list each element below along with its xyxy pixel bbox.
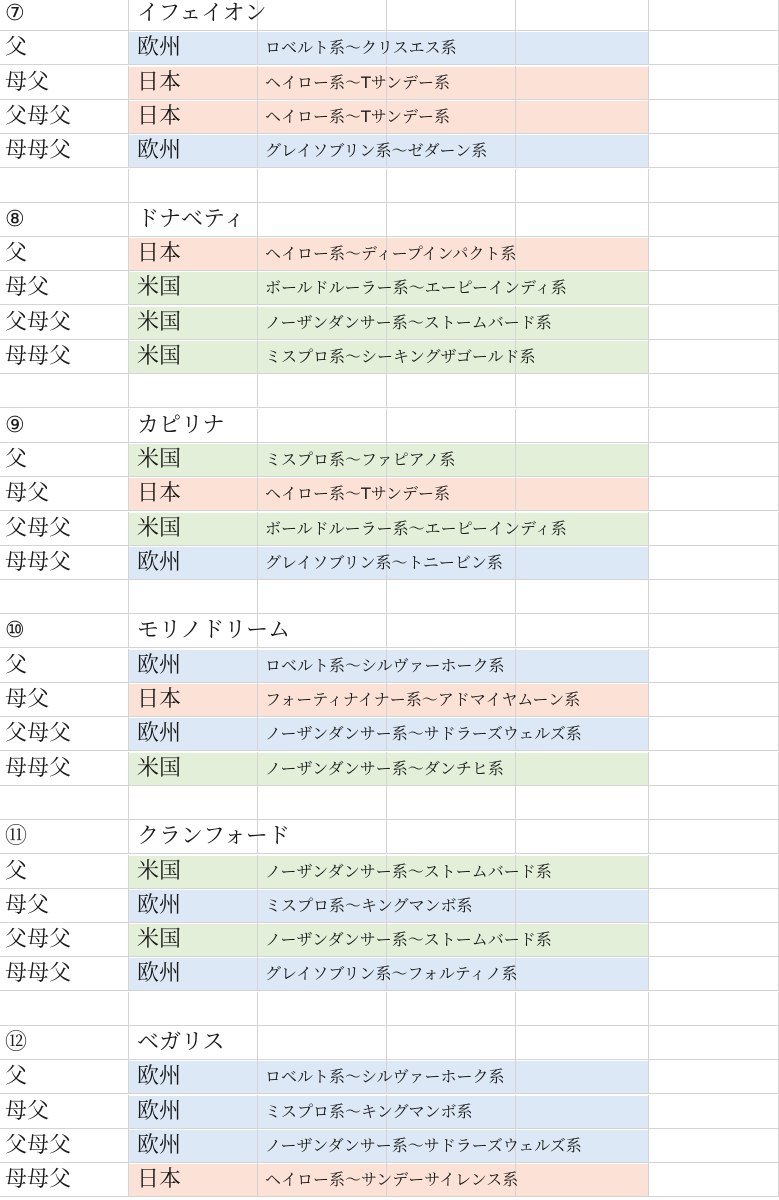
horse-number: ⑧ — [5, 206, 25, 232]
spacer-row — [0, 374, 779, 408]
grid-cell[interactable] — [649, 580, 779, 614]
grid-cell[interactable] — [0, 786, 129, 820]
sire-region: 欧州 — [137, 138, 182, 164]
pedigree-row — [0, 443, 779, 477]
grid-cell[interactable] — [649, 1163, 779, 1197]
pedigree-position-label: 母母父 — [5, 344, 72, 369]
grid-cell[interactable] — [258, 0, 387, 31]
pedigree-position-label: 母母父 — [5, 755, 72, 781]
pedigree-row — [0, 546, 779, 580]
horse-number: ⑨ — [5, 412, 25, 438]
pedigree-row — [0, 66, 779, 100]
pedigree-row — [0, 31, 779, 65]
grid-cell[interactable] — [516, 169, 649, 203]
sire-region: 日本 — [137, 69, 182, 95]
grid-cell[interactable] — [649, 340, 779, 374]
pedigree-row — [0, 271, 779, 305]
sire-region: 米国 — [137, 446, 182, 472]
grid-cell[interactable] — [516, 614, 649, 648]
grid-cell[interactable] — [0, 992, 129, 1026]
grid-cell[interactable] — [516, 786, 649, 820]
grid-cell[interactable] — [649, 820, 779, 854]
pedigree-row — [0, 649, 779, 683]
sire-region: 米国 — [137, 755, 182, 781]
grid-cell[interactable] — [258, 580, 387, 614]
sire-region: 日本 — [137, 241, 182, 267]
sire-lineage: ロベルト系～シルヴァーホーク系 — [265, 655, 505, 675]
sire-lineage: ヘイロー系～ディープインパクト系 — [265, 244, 517, 264]
spacer-row — [0, 992, 779, 1026]
horse-name: モリノドリーム — [137, 618, 291, 644]
sire-lineage: ミスプロ系～キングマンボ系 — [265, 895, 473, 915]
sire-region: 欧州 — [137, 721, 182, 747]
sire-lineage: ヘイロー系～Tサンデー系 — [265, 106, 450, 126]
grid-cell[interactable] — [387, 820, 516, 854]
grid-cell[interactable] — [516, 957, 649, 991]
grid-cell[interactable] — [516, 820, 649, 854]
grid-cell[interactable] — [0, 580, 129, 614]
grid-cell[interactable] — [649, 855, 779, 889]
pedigree-position-label: 母父 — [5, 481, 50, 507]
sire-region: 欧州 — [137, 1132, 182, 1158]
pedigree-row — [0, 306, 779, 340]
pedigree-position-label: 母母父 — [5, 138, 72, 164]
grid-cell[interactable] — [649, 957, 779, 991]
pedigree-position-label: 母母父 — [5, 549, 72, 575]
sire-lineage: ヘイロー系～Tサンデー系 — [265, 72, 450, 92]
grid-cell[interactable] — [516, 546, 649, 580]
grid-cell[interactable] — [129, 992, 258, 1026]
sire-lineage: ミスプロ系～シーキングザゴールド系 — [265, 347, 536, 366]
pedigree-row — [0, 477, 779, 511]
pedigree-position-label: 父 — [5, 1064, 28, 1090]
grid-cell[interactable] — [387, 203, 516, 237]
spacer-row — [0, 786, 779, 820]
spacer-row — [0, 169, 779, 203]
grid-cell[interactable] — [649, 100, 779, 134]
pedigree-position-label: 母父 — [5, 275, 50, 301]
grid-cell[interactable] — [258, 203, 387, 237]
sire-lineage: ボールドルーラー系～エーピーインディ系 — [265, 278, 567, 298]
pedigree-row — [0, 957, 779, 991]
sire-lineage: フォーティナイナー系～アドマイヤムーン系 — [265, 690, 581, 709]
grid-cell[interactable] — [649, 889, 779, 923]
grid-cell[interactable] — [649, 134, 779, 168]
sire-lineage: ヘイロー系～Tサンデー系 — [265, 484, 450, 504]
horse-header-row — [0, 614, 779, 648]
pedigree-row — [0, 1163, 779, 1197]
horse-name: ドナベティ — [137, 206, 246, 232]
grid-cell[interactable] — [387, 0, 516, 31]
pedigree-position-label: 父母父 — [5, 103, 72, 129]
pedigree-row — [0, 923, 779, 957]
grid-cell[interactable] — [649, 923, 779, 957]
sire-region: 日本 — [137, 687, 182, 712]
pedigree-row — [0, 1060, 779, 1094]
grid-cell[interactable] — [516, 374, 649, 408]
grid-cell[interactable] — [649, 306, 779, 340]
sire-lineage: ノーザンダンサー系～ストームバード系 — [265, 312, 552, 332]
grid-cell[interactable] — [258, 1026, 387, 1060]
pedigree-position-label: 父母父 — [5, 515, 72, 541]
grid-cell[interactable] — [516, 649, 649, 683]
grid-cell[interactable] — [258, 374, 387, 408]
sire-lineage: ロベルト系～クリスエス系 — [265, 38, 457, 58]
sire-region: 米国 — [137, 344, 182, 369]
horse-number: ⑫ — [5, 1030, 28, 1055]
horse-number: ⑦ — [5, 1, 25, 26]
sire-lineage: ミスプロ系～ファピアノ系 — [265, 449, 456, 469]
grid-cell[interactable] — [129, 374, 258, 408]
grid-cell[interactable] — [387, 169, 516, 203]
grid-cell[interactable] — [516, 66, 649, 100]
sire-lineage: ヘイロー系～サンデーサイレンス系 — [265, 1170, 519, 1190]
pedigree-position-label: 母父 — [5, 69, 50, 95]
pedigree-row — [0, 855, 779, 889]
grid-cell[interactable] — [516, 1026, 649, 1060]
horse-name: イフェイオン — [137, 1, 267, 26]
pedigree-row — [0, 889, 779, 923]
sire-region: 日本 — [137, 1167, 182, 1193]
grid-cell[interactable] — [649, 683, 779, 717]
sire-region: 日本 — [137, 103, 182, 129]
horse-number: ⑩ — [5, 618, 25, 644]
sire-lineage: グレイソブリン系～ゼダーン系 — [265, 141, 488, 161]
grid-cell[interactable] — [258, 409, 387, 443]
horse-header-row — [0, 820, 779, 854]
grid-cell[interactable] — [258, 169, 387, 203]
grid-cell[interactable] — [516, 100, 649, 134]
grid-cell[interactable] — [649, 1060, 779, 1094]
grid-cell[interactable] — [516, 477, 649, 511]
sire-region: 欧州 — [137, 1098, 182, 1124]
horse-header-row — [0, 0, 779, 31]
grid-cell[interactable] — [387, 1026, 516, 1060]
grid-cell[interactable] — [258, 992, 387, 1026]
pedigree-row — [0, 683, 779, 717]
grid-cell[interactable] — [649, 237, 779, 271]
sire-lineage: ノーザンダンサー系～ストームバード系 — [265, 930, 552, 950]
grid-cell[interactable] — [649, 649, 779, 683]
grid-cell[interactable] — [516, 134, 649, 168]
grid-cell[interactable] — [516, 889, 649, 923]
grid-cell[interactable] — [516, 340, 649, 374]
pedigree-row — [0, 717, 779, 751]
pedigree-row — [0, 512, 779, 546]
grid-cell[interactable] — [649, 752, 779, 786]
sire-region: 欧州 — [137, 961, 182, 987]
grid-cell[interactable] — [516, 992, 649, 1026]
pedigree-row — [0, 1095, 779, 1129]
grid-cell[interactable] — [649, 66, 779, 100]
horse-name: カピリナ — [137, 412, 225, 438]
spacer-row — [0, 580, 779, 614]
pedigree-position-label: 父母父 — [5, 721, 72, 747]
sire-region: 欧州 — [137, 35, 182, 61]
grid-cell[interactable] — [649, 0, 779, 31]
horse-name: クランフォード — [137, 824, 290, 850]
grid-cell[interactable] — [516, 580, 649, 614]
grid-cell[interactable] — [516, 1060, 649, 1094]
pedigree-position-label: 母母父 — [5, 1167, 72, 1193]
sire-region: 米国 — [137, 927, 182, 953]
sire-region: 日本 — [137, 481, 182, 507]
grid-cell[interactable] — [387, 580, 516, 614]
grid-cell[interactable] — [649, 409, 779, 443]
pedigree-row — [0, 134, 779, 168]
grid-cell[interactable] — [649, 786, 779, 820]
grid-cell[interactable] — [0, 374, 129, 408]
horse-header-row — [0, 1026, 779, 1060]
sire-region: 米国 — [137, 515, 182, 541]
pedigree-position-label: 父母父 — [5, 1132, 72, 1158]
pedigree-row — [0, 340, 779, 374]
grid-cell[interactable] — [129, 580, 258, 614]
grid-cell[interactable] — [516, 1163, 649, 1197]
sire-lineage: ミスプロ系～キングマンボ系 — [265, 1101, 473, 1121]
grid-cell[interactable] — [649, 546, 779, 580]
grid-cell[interactable] — [0, 169, 129, 203]
grid-cell[interactable] — [649, 477, 779, 511]
sire-region: 欧州 — [137, 652, 182, 678]
horse-number: ⑪ — [5, 824, 28, 850]
grid-cell[interactable] — [516, 0, 649, 31]
pedigree-position-label: 父 — [5, 446, 28, 472]
grid-cell[interactable] — [387, 374, 516, 408]
sire-lineage: ノーザンダンサー系～ストームバード系 — [265, 861, 552, 881]
pedigree-position-label: 父母父 — [5, 927, 72, 953]
sire-lineage: グレイソブリン系～フォルティノ系 — [265, 964, 518, 984]
sire-region: 欧州 — [137, 549, 182, 575]
grid-cell[interactable] — [516, 203, 649, 237]
pedigree-row — [0, 100, 779, 134]
pedigree-row — [0, 752, 779, 786]
horse-header-row — [0, 409, 779, 443]
grid-cell[interactable] — [649, 614, 779, 648]
grid-cell[interactable] — [649, 271, 779, 305]
sire-lineage: ボールドルーラー系～エーピーインディ系 — [265, 518, 567, 538]
pedigree-position-label: 父 — [5, 35, 28, 61]
grid-cell[interactable] — [649, 992, 779, 1026]
sire-lineage: ノーザンダンサー系～サドラーズウェルズ系 — [265, 1135, 582, 1155]
pedigree-position-label: 父母父 — [5, 309, 72, 335]
horse-name: ベガリス — [137, 1030, 225, 1055]
grid-cell[interactable] — [516, 1095, 649, 1129]
pedigree-position-label: 母母父 — [5, 961, 72, 987]
horse-header-row — [0, 203, 779, 237]
grid-cell[interactable] — [649, 1026, 779, 1060]
grid-cell[interactable] — [387, 614, 516, 648]
pedigree-position-label: 母父 — [5, 1098, 50, 1124]
sire-lineage: ロベルト系～シルヴァーホーク系 — [265, 1067, 505, 1087]
grid-cell[interactable] — [387, 409, 516, 443]
sire-region: 米国 — [137, 858, 182, 884]
pedigree-row — [0, 237, 779, 271]
sire-lineage: ノーザンダンサー系～ダンチヒ系 — [265, 758, 504, 778]
grid-cell[interactable] — [649, 203, 779, 237]
grid-cell[interactable] — [129, 786, 258, 820]
grid-cell[interactable] — [649, 31, 779, 65]
sire-lineage: グレイソブリン系～トニービン系 — [265, 552, 503, 572]
grid-cell[interactable] — [649, 717, 779, 751]
grid-cell[interactable] — [649, 1129, 779, 1163]
grid-cell[interactable] — [649, 443, 779, 477]
grid-cell[interactable] — [516, 752, 649, 786]
grid-cell[interactable] — [649, 169, 779, 203]
pedigree-position-label: 父 — [5, 652, 28, 678]
grid-cell[interactable] — [516, 237, 649, 271]
grid-cell[interactable] — [387, 786, 516, 820]
grid-cell[interactable] — [516, 443, 649, 477]
grid-cell[interactable] — [516, 409, 649, 443]
pedigree-row — [0, 1129, 779, 1163]
pedigree-position-label: 母父 — [5, 687, 50, 712]
sire-region: 米国 — [137, 275, 182, 301]
pedigree-position-label: 父 — [5, 241, 28, 267]
pedigree-position-label: 父 — [5, 858, 28, 884]
grid-cell[interactable] — [258, 786, 387, 820]
grid-cell[interactable] — [129, 169, 258, 203]
sire-lineage: ノーザンダンサー系～サドラーズウェルズ系 — [265, 724, 582, 744]
grid-cell[interactable] — [387, 992, 516, 1026]
grid-cell[interactable] — [516, 31, 649, 65]
grid-cell[interactable] — [649, 374, 779, 408]
grid-cell[interactable] — [649, 512, 779, 546]
sire-region: 欧州 — [137, 1064, 182, 1090]
pedigree-position-label: 母父 — [5, 892, 50, 918]
grid-cell[interactable] — [649, 1095, 779, 1129]
sire-region: 米国 — [137, 309, 182, 335]
sire-region: 欧州 — [137, 892, 182, 918]
